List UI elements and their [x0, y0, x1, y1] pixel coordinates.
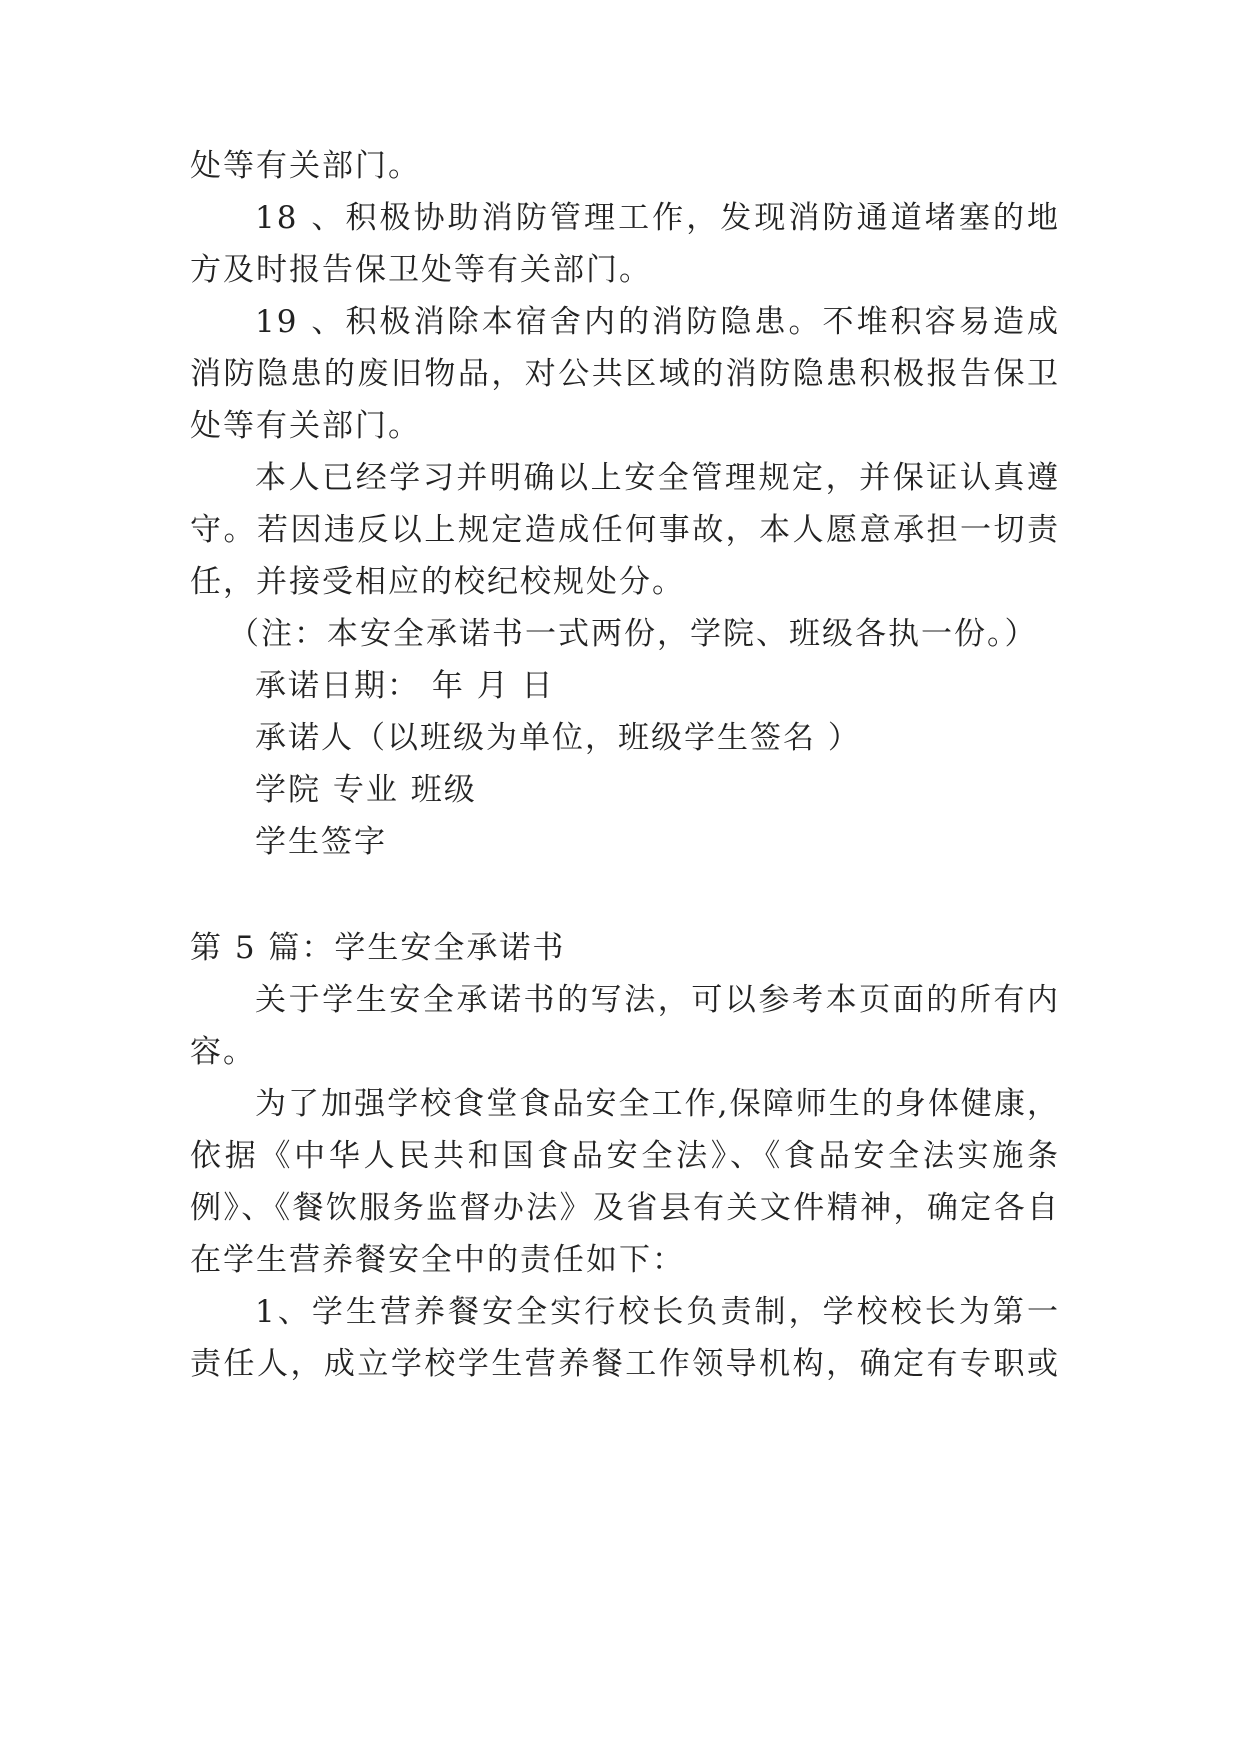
text-line: 在学生营养餐安全中的责任如下：	[190, 1242, 685, 1278]
text-line: 责任人，成立学校学生营养餐工作领导机构，确定有专职或	[190, 1346, 1060, 1382]
text-line: 容。	[190, 1034, 256, 1070]
section-heading: 第 5 篇：学生安全承诺书	[190, 930, 566, 966]
text-line: 依据《中华人民共和国食品安全法》、《食品安全法实施条	[190, 1138, 1060, 1174]
text-line: 例》、《餐饮服务监督办法》及省县有关文件精神，确定各自	[190, 1190, 1060, 1226]
text-line: 方及时报告保卫处等有关部门。	[190, 252, 652, 288]
text-line: 1、学生营养餐安全实行校长负责制，学校校长为第一	[255, 1294, 1060, 1330]
text-line: 关于学生安全承诺书的写法，可以参考本页面的所有内	[255, 982, 1060, 1018]
promiser-line: 承诺人（以班级为单位，班级学生签名 ）	[255, 720, 861, 756]
text-line: 任，并接受相应的校纪校规处分。	[190, 564, 685, 600]
text-line: 处等有关部门。	[190, 408, 421, 444]
text-line: 19 、积极消除本宿舍内的消防隐患。不堆积容易造成	[255, 304, 1060, 340]
promise-date-line: 承诺日期： 年 月 日	[255, 668, 555, 704]
text-line: 本人已经学习并明确以上安全管理规定，并保证认真遵	[255, 460, 1060, 496]
note-line: （注：本安全承诺书一式两份，学院、班级各执一份。）	[228, 616, 1038, 652]
student-signature-line: 学生签字	[255, 824, 387, 860]
text-line: 消防隐患的废旧物品，对公共区域的消防隐患积极报告保卫	[190, 356, 1060, 392]
text-line: 为了加强学校食堂食品安全工作,保障师生的身体健康，	[255, 1086, 1060, 1122]
text-line: 处等有关部门。	[190, 148, 421, 184]
text-line: 守。若因违反以上规定造成任何事故，本人愿意承担一切责	[190, 512, 1060, 548]
text-line: 18 、积极协助消防管理工作，发现消防通道堵塞的地	[255, 200, 1060, 236]
college-major-class-line: 学院 专业 班级	[255, 772, 477, 808]
